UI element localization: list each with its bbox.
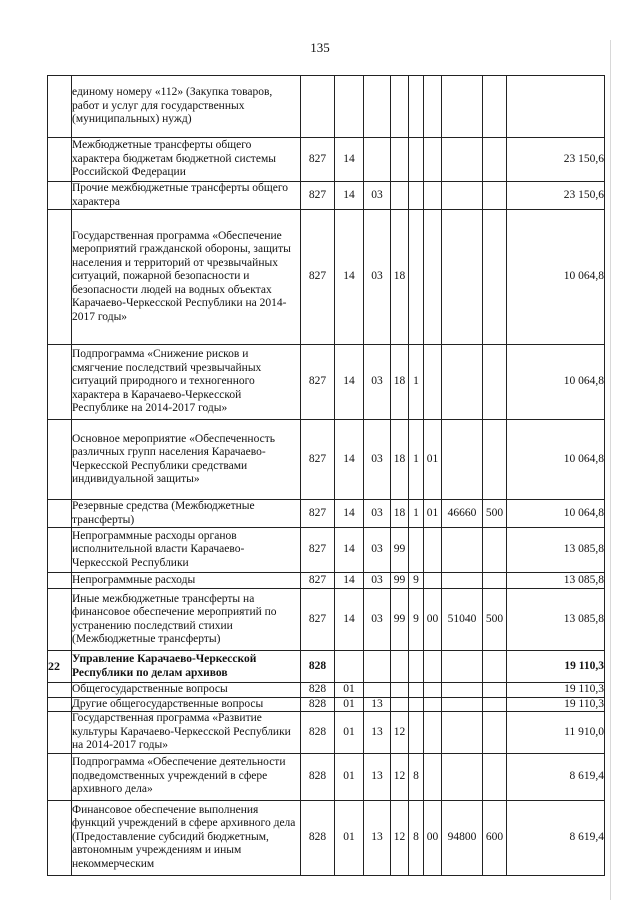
table-row — [48, 753, 605, 800]
cell-subprogram: 9 — [409, 573, 424, 589]
cell-row-number — [48, 589, 72, 651]
table-row — [48, 800, 605, 875]
table-row — [48, 589, 605, 651]
cell-subsection: 03 — [364, 420, 391, 500]
cell-target-article — [442, 573, 483, 589]
cell-expense-type — [483, 76, 507, 138]
cell-name: Подпрограмма «Обеспечение деятельности подведомственных учреждений в сфере архивного дела» — [72, 753, 301, 800]
cell-amount: 19 110,3 — [507, 651, 605, 683]
cell-subsection: 03 — [364, 210, 391, 345]
cell-expense-type: 500 — [483, 500, 507, 528]
cell-event — [424, 76, 442, 138]
cell-name: Государственная программа «Развитие культуры Карачаево-Черкесской Республики на 2014-2017 годы» — [72, 712, 301, 754]
cell-row-number — [48, 573, 72, 589]
cell-subsection: 03 — [364, 182, 391, 210]
cell-program — [391, 138, 409, 182]
cell-row-number — [48, 753, 72, 800]
cell-amount: 10 064,8 — [507, 345, 605, 420]
cell-event — [424, 697, 442, 712]
table-row — [48, 420, 605, 500]
cell-section: 14 — [335, 345, 364, 420]
table-row — [48, 683, 605, 698]
cell-event — [424, 683, 442, 698]
cell-ministry-code: 827 — [301, 210, 335, 345]
cell-subsection: 13 — [364, 800, 391, 875]
cell-target-article — [442, 345, 483, 420]
cell-event — [424, 712, 442, 754]
cell-row-number — [48, 420, 72, 500]
cell-subsection: 13 — [364, 697, 391, 712]
cell-name: Общегосударственные вопросы — [72, 683, 301, 698]
cell-name: Финансовое обеспечение выполнения функций учреждений в сфере архивного дела (Предоставление субсидий бюджетным, автономным учреждениям и иным некоммерческим — [72, 800, 301, 875]
cell-program: 12 — [391, 712, 409, 754]
cell-subsection: 03 — [364, 589, 391, 651]
cell-target-article — [442, 651, 483, 683]
cell-name: Прочие межбюджетные трансферты общего характера — [72, 182, 301, 210]
cell-ministry-code — [301, 76, 335, 138]
cell-section — [335, 76, 364, 138]
cell-section: 14 — [335, 589, 364, 651]
cell-event: 00 — [424, 800, 442, 875]
cell-name: единому номеру «112» (Закупка товаров, работ и услуг для государственных (муниципальных) нужд) — [72, 76, 301, 138]
cell-subprogram — [409, 651, 424, 683]
cell-event: 00 — [424, 589, 442, 651]
cell-subsection — [364, 651, 391, 683]
cell-subprogram: 8 — [409, 800, 424, 875]
cell-ministry-code: 828 — [301, 683, 335, 698]
cell-target-article — [442, 210, 483, 345]
cell-target-article: 51040 — [442, 589, 483, 651]
cell-event — [424, 753, 442, 800]
cell-row-number — [48, 345, 72, 420]
cell-subprogram — [409, 697, 424, 712]
cell-program: 18 — [391, 345, 409, 420]
cell-expense-type — [483, 210, 507, 345]
cell-section: 14 — [335, 528, 364, 573]
cell-name: Подпрограмма «Снижение рисков и смягчение последствий чрезвычайных ситуаций природного и техногенного характера в Карачаево-Черкесской Республике на 2014-2017 годы» — [72, 345, 301, 420]
table-row — [48, 697, 605, 712]
cell-expense-type — [483, 651, 507, 683]
page-number: 135 — [310, 40, 330, 55]
cell-subprogram — [409, 138, 424, 182]
cell-subsection — [364, 138, 391, 182]
cell-name: Резервные средства (Межбюджетные трансферты) — [72, 500, 301, 528]
cell-target-article: 94800 — [442, 800, 483, 875]
cell-ministry-code: 827 — [301, 589, 335, 651]
cell-row-number — [48, 800, 72, 875]
cell-row-number — [48, 76, 72, 138]
cell-expense-type — [483, 683, 507, 698]
cell-ministry-code: 827 — [301, 182, 335, 210]
cell-subsection — [364, 76, 391, 138]
cell-section: 01 — [335, 712, 364, 754]
cell-program: 99 — [391, 528, 409, 573]
cell-expense-type — [483, 138, 507, 182]
cell-section: 14 — [335, 500, 364, 528]
cell-amount: 10 064,8 — [507, 420, 605, 500]
cell-subprogram — [409, 528, 424, 573]
cell-program: 99 — [391, 573, 409, 589]
cell-event — [424, 210, 442, 345]
cell-expense-type: 500 — [483, 589, 507, 651]
cell-ministry-code: 827 — [301, 528, 335, 573]
cell-section: 01 — [335, 697, 364, 712]
cell-subsection: 03 — [364, 345, 391, 420]
cell-row-number — [48, 182, 72, 210]
cell-event — [424, 182, 442, 210]
cell-ministry-code: 827 — [301, 138, 335, 182]
cell-amount: 10 064,8 — [507, 210, 605, 345]
cell-program — [391, 651, 409, 683]
cell-target-article — [442, 697, 483, 712]
budget-table — [47, 75, 605, 876]
cell-ministry-code: 828 — [301, 697, 335, 712]
table-row — [48, 528, 605, 573]
table-row — [48, 345, 605, 420]
table-row — [48, 138, 605, 182]
cell-target-article — [442, 138, 483, 182]
cell-expense-type — [483, 697, 507, 712]
cell-row-number — [48, 697, 72, 712]
cell-subsection: 13 — [364, 712, 391, 754]
cell-expense-type — [483, 528, 507, 573]
table-row — [48, 182, 605, 210]
page-margin-line — [610, 40, 611, 900]
cell-ministry-code: 827 — [301, 500, 335, 528]
cell-amount: 13 085,8 — [507, 573, 605, 589]
cell-ministry-code: 827 — [301, 420, 335, 500]
cell-event: 01 — [424, 500, 442, 528]
cell-section: 14 — [335, 420, 364, 500]
table-body — [48, 76, 605, 876]
cell-name: Другие общегосударственные вопросы — [72, 697, 301, 712]
cell-amount: 8 619,4 — [507, 753, 605, 800]
cell-amount: 23 150,6 — [507, 182, 605, 210]
table-row — [48, 651, 605, 683]
cell-target-article — [442, 76, 483, 138]
table-row — [48, 76, 605, 138]
cell-amount: 19 110,3 — [507, 683, 605, 698]
cell-section: 01 — [335, 753, 364, 800]
cell-section: 01 — [335, 800, 364, 875]
cell-subprogram — [409, 712, 424, 754]
cell-subprogram — [409, 182, 424, 210]
cell-section: 01 — [335, 683, 364, 698]
cell-target-article — [442, 420, 483, 500]
cell-row-number — [48, 138, 72, 182]
cell-event — [424, 138, 442, 182]
cell-name: Государственная программа «Обеспечение мероприятий гражданской обороны, защиты населения и территорий от чрезвычайных ситуаций, пожарной безопасности и безопасности людей на водных объектах Карачаево-Черкесской Республики на 2014-2017 годы» — [72, 210, 301, 345]
cell-program: 99 — [391, 589, 409, 651]
cell-subsection: 03 — [364, 573, 391, 589]
cell-row-number — [48, 210, 72, 345]
cell-target-article — [442, 528, 483, 573]
cell-name: Основное мероприятие «Обеспеченность различных групп населения Карачаево-Черкесской Республики средствами индивидуальной защиты» — [72, 420, 301, 500]
cell-ministry-code: 827 — [301, 345, 335, 420]
cell-row-number — [48, 500, 72, 528]
cell-ministry-code: 827 — [301, 573, 335, 589]
cell-program: 18 — [391, 500, 409, 528]
cell-amount: 13 085,8 — [507, 589, 605, 651]
cell-row-number: 22 — [48, 651, 72, 683]
cell-ministry-code: 828 — [301, 753, 335, 800]
cell-ministry-code: 828 — [301, 651, 335, 683]
cell-event — [424, 573, 442, 589]
cell-ministry-code: 828 — [301, 712, 335, 754]
cell-name: Иные межбюджетные трансферты на финансовое обеспечение мероприятий по устранению последствий стихии (Межбюджетные трансферты) — [72, 589, 301, 651]
cell-program: 18 — [391, 210, 409, 345]
cell-event — [424, 651, 442, 683]
cell-ministry-code: 828 — [301, 800, 335, 875]
cell-subprogram — [409, 683, 424, 698]
cell-target-article — [442, 683, 483, 698]
cell-program — [391, 182, 409, 210]
cell-amount: 23 150,6 — [507, 138, 605, 182]
cell-subsection: 03 — [364, 528, 391, 573]
cell-program — [391, 76, 409, 138]
cell-expense-type — [483, 573, 507, 589]
cell-section: 14 — [335, 138, 364, 182]
table-row — [48, 573, 605, 589]
cell-section: 14 — [335, 182, 364, 210]
cell-row-number — [48, 528, 72, 573]
cell-target-article — [442, 182, 483, 210]
cell-amount: 10 064,8 — [507, 500, 605, 528]
cell-subprogram: 8 — [409, 753, 424, 800]
cell-program: 18 — [391, 420, 409, 500]
cell-program: 12 — [391, 753, 409, 800]
cell-amount: 8 619,4 — [507, 800, 605, 875]
cell-expense-type: 600 — [483, 800, 507, 875]
table-row — [48, 210, 605, 345]
cell-row-number — [48, 683, 72, 698]
cell-target-article: 46660 — [442, 500, 483, 528]
cell-amount: 13 085,8 — [507, 528, 605, 573]
cell-amount: 11 910,0 — [507, 712, 605, 754]
cell-name: Межбюджетные трансферты общего характера бюджетам бюджетной системы Российской Федерации — [72, 138, 301, 182]
table-row — [48, 712, 605, 754]
cell-subsection: 13 — [364, 753, 391, 800]
cell-expense-type — [483, 712, 507, 754]
cell-name: Управление Карачаево-Черкесской Республики по делам архивов — [72, 651, 301, 683]
cell-program — [391, 683, 409, 698]
cell-expense-type — [483, 182, 507, 210]
cell-subprogram: 9 — [409, 589, 424, 651]
cell-section — [335, 651, 364, 683]
cell-subprogram — [409, 76, 424, 138]
cell-name: Непрограммные расходы органов исполнительной власти Карачаево-Черкесской Республики — [72, 528, 301, 573]
cell-subprogram — [409, 210, 424, 345]
cell-amount — [507, 76, 605, 138]
table-row — [48, 500, 605, 528]
cell-expense-type — [483, 345, 507, 420]
cell-program: 12 — [391, 800, 409, 875]
cell-program — [391, 697, 409, 712]
cell-event — [424, 345, 442, 420]
cell-expense-type — [483, 420, 507, 500]
cell-expense-type — [483, 753, 507, 800]
cell-section: 14 — [335, 573, 364, 589]
cell-subsection — [364, 683, 391, 698]
cell-event — [424, 528, 442, 573]
cell-target-article — [442, 712, 483, 754]
cell-subprogram: 1 — [409, 420, 424, 500]
cell-event: 01 — [424, 420, 442, 500]
cell-target-article — [442, 753, 483, 800]
cell-subprogram: 1 — [409, 345, 424, 420]
cell-subsection: 03 — [364, 500, 391, 528]
cell-amount: 19 110,3 — [507, 697, 605, 712]
cell-subprogram: 1 — [409, 500, 424, 528]
cell-name: Непрограммные расходы — [72, 573, 301, 589]
cell-section: 14 — [335, 210, 364, 345]
cell-row-number — [48, 712, 72, 754]
